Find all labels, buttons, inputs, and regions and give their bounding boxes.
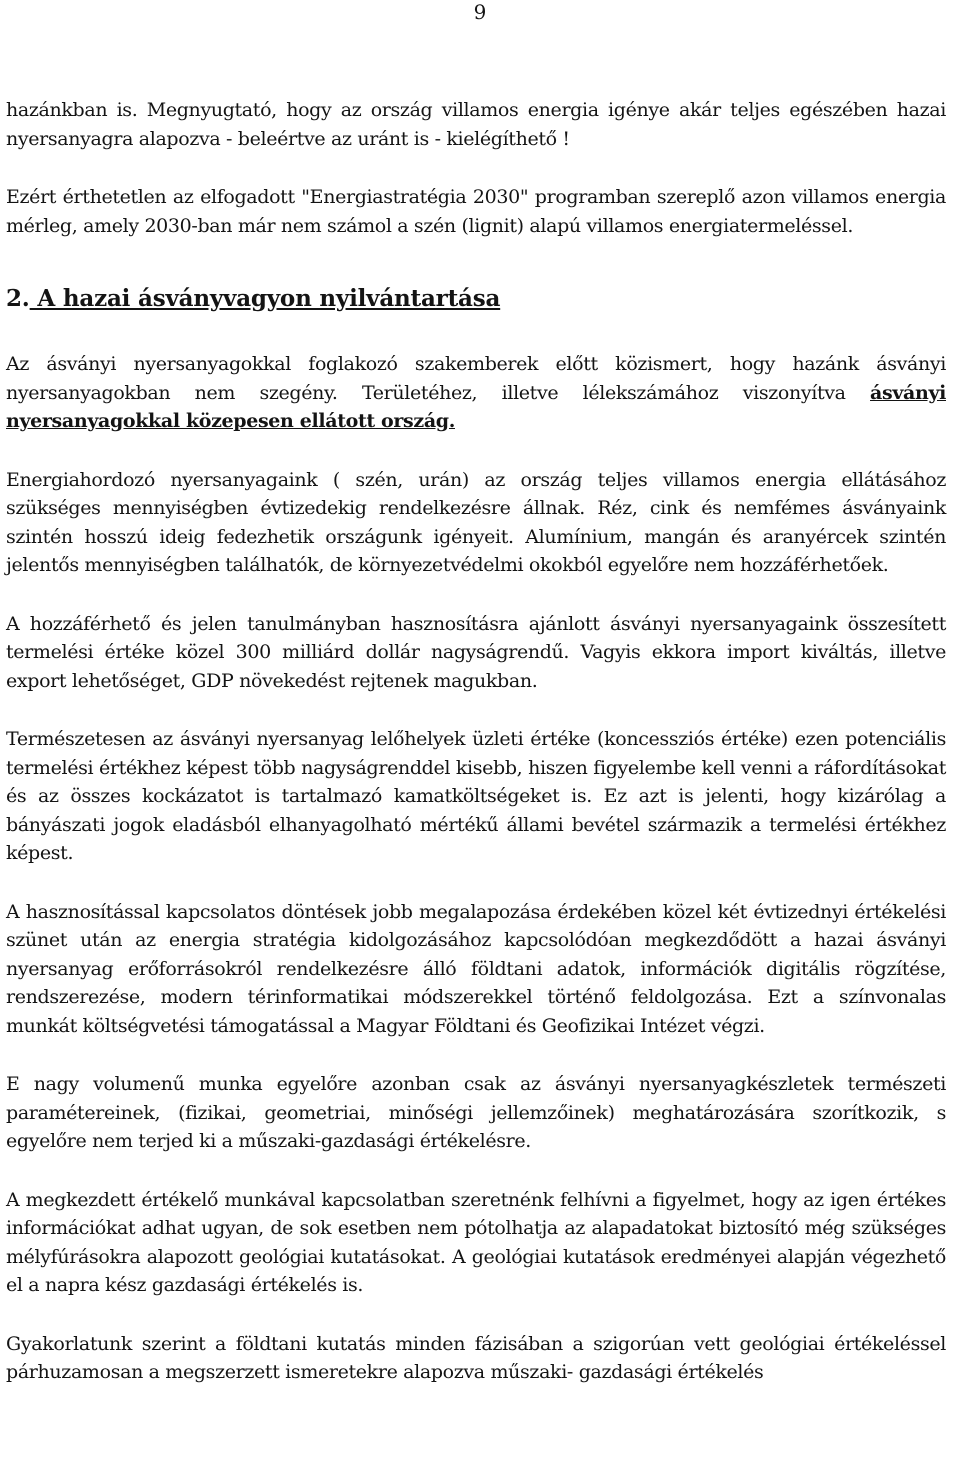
paragraph: hazánkban is. Megnyugtató, hogy az ország villamos energia igénye akár teljes egészében hazai nyersanyagra alapozva - beleértve az uránt is - kielégíthető ! xyxy=(6,99,946,150)
paragraph xyxy=(6,350,946,436)
section-title: A hazai ásványvagyon nyilvántartása xyxy=(29,285,501,312)
section-heading xyxy=(6,284,946,314)
paragraph: Természetesen az ásványi nyersanyag lelőhelyek üzleti értéke (koncessziós értéke) ezen potenciális termelési értékhez képest több nagyságrenddel kisebb, hiszen figyelembe kell venni a ráfordításokat és az összes kockázatot is tartalmazó kamatköltségeket is. Ez azt is jelenti, hogy kizárólag a bányászati jogok eladásból elhanyagolható mértékű állami bevétel származik a termelési értékhez képest. xyxy=(6,728,946,864)
paragraph-text: Az ásványi nyersanyagokkal foglakozó szakemberek előtt közismert, hogy hazánk ásványi nyersanyagokban nem szegény. Területéhez, illetve lélekszámához viszonyítva xyxy=(6,353,946,404)
paragraph: A megkezdett értékelő munkával kapcsolatban szeretnénk felhívni a figyelmet, hogy az igen értékes információkat adhat ugyan, de sok esetben nem pótolhatja az alapadatokat biztosító még szükséges mélyfúrásokra alapozott geológiai kutatásokat. A geológiai kutatások eredményei alapján végezhető el a napra kész gazdasági értékelés is. xyxy=(6,1188,946,1296)
emphasized-text: ásványi nyersanyagokkal közepesen ellátott ország. xyxy=(6,381,946,432)
paragraph: Energiahordozó nyersanyagaink ( szén, urán) az ország teljes villamos energia ellátásához szükséges mennyiségben évtizedekig rendelkezésre állnak. Réz, cink és nemfémes ásványaink szintén hosszú ideig fedezhetik országunk igényeit. Alumínium, mangán és aranyércek szintén jelentős mennyiségben találhatók, de környezetvédelmi okokból egyelőre nem hozzáférhetőek. xyxy=(6,468,946,576)
paragraph: Gyakorlatunk szerint a földtani kutatás minden fázisában a szigorúan vett geológiai értékeléssel párhuzamosan a megszerzett ismeretekre alapozva műszaki- gazdasági értékelés xyxy=(6,1332,946,1383)
paragraph: A hasznosítással kapcsolatos döntések jobb megalapozása érdekében közel két évtizednyi értékelési szünet után az energia stratégia kidolgozásához kapcsolódóan megkezdődött a hazai ásványi nyersanyag erőforrásokról rendelkezésre álló földtani adatok, információk digitális rögzítése, rendszerezése, modern térinformatikai módszerekkel történő feldolgozása. Ezt a színvonalas munkát költségvetési támogatással a Magyar Földtani és Geofizikai Intézet végzi. xyxy=(6,900,946,1037)
paragraph: A hozzáférhető és jelen tanulmányban hasznosításra ajánlott ásványi nyersanyagaink összesített termelési értéke közel 300 milliárd dollár nagyságrendű. Vagyis ekkora import kiváltás, illetve export lehetőséget, GDP növekedést rejtenek magukban. xyxy=(6,612,946,692)
section-number: 2. xyxy=(6,285,30,312)
paragraph: E nagy volumenű munka egyelőre azonban csak az ásványi nyersanyagkészletek természeti paramétereinek, (fizikai, geometriai, minőségi jellemzőinek) meghatározására szorítkozik, s egyelőre nem terjed ki a műszaki-gazdasági értékelésre. xyxy=(6,1073,946,1152)
paragraph: Ezért érthetetlen az elfogadott "Energiastratégia 2030" programban szereplő azon villamos energia mérleg, amely 2030-ban már nem számol a szén (lignit) alapú villamos energiatermeléssel. xyxy=(6,186,946,237)
document-body xyxy=(6,96,946,1417)
page-number: 9 xyxy=(473,0,487,24)
